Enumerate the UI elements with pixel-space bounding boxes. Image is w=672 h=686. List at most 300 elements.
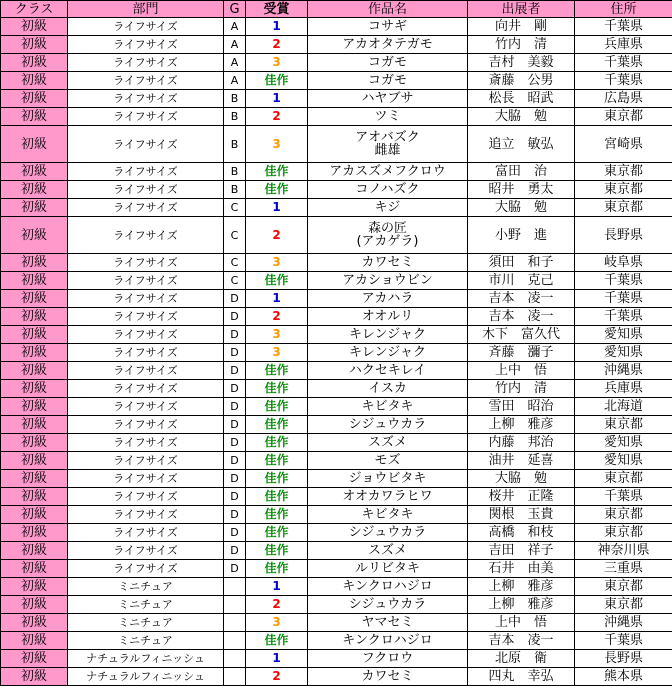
table-row bbox=[1, 181, 672, 199]
group-cell bbox=[224, 578, 246, 596]
award-label: 2 bbox=[272, 597, 280, 611]
exhibitor-cell: 石井 由美 bbox=[468, 560, 575, 578]
work-title-cell: キビタキ bbox=[308, 506, 468, 524]
group-cell: A bbox=[224, 36, 246, 54]
exhibitor-cell: 木下 富久代 bbox=[468, 326, 575, 344]
address-cell: 千葉県 bbox=[575, 72, 672, 90]
work-title-cell: ハクセキレイ bbox=[308, 362, 468, 380]
address-cell: 東京都 bbox=[575, 163, 672, 181]
class-cell: 初級 bbox=[1, 72, 68, 90]
award-label: 3 bbox=[272, 55, 280, 69]
work-title-cell: モズ bbox=[308, 452, 468, 470]
exhibitor-cell: 吉本 凌一 bbox=[468, 290, 575, 308]
group-cell: D bbox=[224, 398, 246, 416]
award-cell bbox=[246, 380, 308, 398]
award-cell bbox=[246, 506, 308, 524]
award-cell bbox=[246, 488, 308, 506]
award-label: 佳作 bbox=[264, 543, 288, 557]
award-cell bbox=[246, 254, 308, 272]
class-cell: 初級 bbox=[1, 308, 68, 326]
exhibitor-cell: 上柳 雅彦 bbox=[468, 416, 575, 434]
award-label: 3 bbox=[272, 137, 280, 151]
class-cell: 初級 bbox=[1, 542, 68, 560]
award-label: 佳作 bbox=[264, 182, 288, 196]
table-row bbox=[1, 578, 672, 596]
award-label: 1 bbox=[272, 651, 280, 665]
table-row bbox=[1, 90, 672, 108]
header-award: 受賞 bbox=[246, 1, 308, 18]
table-row bbox=[1, 217, 672, 254]
work-title-cell: コガモ bbox=[308, 54, 468, 72]
department-cell: ライフサイズ bbox=[68, 344, 224, 362]
exhibitor-cell: 小野 進 bbox=[468, 217, 575, 254]
group-cell: D bbox=[224, 542, 246, 560]
department-cell: ライフサイズ bbox=[68, 217, 224, 254]
exhibitor-cell: 松長 昭武 bbox=[468, 90, 575, 108]
department-cell: ライフサイズ bbox=[68, 560, 224, 578]
address-cell: 宮崎県 bbox=[575, 126, 672, 163]
award-cell bbox=[246, 470, 308, 488]
department-cell: ライフサイズ bbox=[68, 524, 224, 542]
award-label: 1 bbox=[272, 579, 280, 593]
header-address: 住所 bbox=[575, 1, 672, 18]
table-row bbox=[1, 344, 672, 362]
department-cell: ライフサイズ bbox=[68, 488, 224, 506]
award-label: 佳作 bbox=[264, 381, 288, 395]
table-row bbox=[1, 614, 672, 632]
address-cell: 千葉県 bbox=[575, 308, 672, 326]
work-title-cell: イスカ bbox=[308, 380, 468, 398]
class-cell: 初級 bbox=[1, 272, 68, 290]
award-cell bbox=[246, 199, 308, 217]
award-label: 佳作 bbox=[264, 164, 288, 178]
class-cell: 初級 bbox=[1, 199, 68, 217]
department-cell: ライフサイズ bbox=[68, 506, 224, 524]
award-label: 佳作 bbox=[264, 73, 288, 87]
award-label: 1 bbox=[272, 91, 280, 105]
group-cell: D bbox=[224, 506, 246, 524]
address-cell: 北海道 bbox=[575, 398, 672, 416]
award-label: 3 bbox=[272, 255, 280, 269]
work-title-cell: スズメ bbox=[308, 542, 468, 560]
group-cell: D bbox=[224, 344, 246, 362]
class-cell: 初級 bbox=[1, 90, 68, 108]
department-cell: ライフサイズ bbox=[68, 362, 224, 380]
work-title-cell: カワセミ bbox=[308, 254, 468, 272]
group-cell bbox=[224, 650, 246, 668]
group-cell: D bbox=[224, 380, 246, 398]
award-cell bbox=[246, 614, 308, 632]
department-cell: ライフサイズ bbox=[68, 290, 224, 308]
department-cell: ライフサイズ bbox=[68, 54, 224, 72]
award-label: 佳作 bbox=[264, 399, 288, 413]
class-cell: 初級 bbox=[1, 560, 68, 578]
award-label: 佳作 bbox=[264, 471, 288, 485]
table-row bbox=[1, 650, 672, 668]
header-class: クラス bbox=[1, 1, 68, 18]
award-label: 佳作 bbox=[264, 507, 288, 521]
award-label: 2 bbox=[272, 109, 280, 123]
table-row bbox=[1, 542, 672, 560]
department-cell: ミニチュア bbox=[68, 632, 224, 650]
group-cell: A bbox=[224, 18, 246, 36]
group-cell: A bbox=[224, 54, 246, 72]
table-row bbox=[1, 326, 672, 344]
exhibitor-cell: 向井 剛 bbox=[468, 18, 575, 36]
department-cell: ライフサイズ bbox=[68, 199, 224, 217]
award-label: 佳作 bbox=[264, 363, 288, 377]
department-cell: ライフサイズ bbox=[68, 452, 224, 470]
group-cell: D bbox=[224, 308, 246, 326]
address-cell: 愛知県 bbox=[575, 344, 672, 362]
group-cell: D bbox=[224, 524, 246, 542]
award-cell bbox=[246, 344, 308, 362]
award-cell bbox=[246, 181, 308, 199]
group-cell: C bbox=[224, 217, 246, 254]
department-cell: ライフサイズ bbox=[68, 18, 224, 36]
award-cell bbox=[246, 524, 308, 542]
award-label: 2 bbox=[272, 228, 280, 242]
work-title-cell: キレンジャク bbox=[308, 344, 468, 362]
table-row bbox=[1, 416, 672, 434]
address-cell: 沖縄県 bbox=[575, 614, 672, 632]
group-cell: D bbox=[224, 434, 246, 452]
table-row bbox=[1, 668, 672, 686]
header-row bbox=[1, 1, 672, 18]
class-cell: 初級 bbox=[1, 108, 68, 126]
award-cell bbox=[246, 272, 308, 290]
header-work-title: 作品名 bbox=[308, 1, 468, 18]
department-cell: ライフサイズ bbox=[68, 398, 224, 416]
class-cell: 初級 bbox=[1, 452, 68, 470]
award-cell bbox=[246, 542, 308, 560]
department-cell: ライフサイズ bbox=[68, 380, 224, 398]
exhibitor-cell: 北原 衛 bbox=[468, 650, 575, 668]
award-cell bbox=[246, 18, 308, 36]
department-cell: ナチュラルフィニッシュ bbox=[68, 650, 224, 668]
table-row bbox=[1, 308, 672, 326]
group-cell: B bbox=[224, 163, 246, 181]
award-cell bbox=[246, 434, 308, 452]
award-label: 1 bbox=[272, 200, 280, 214]
work-title-cell: キビタキ bbox=[308, 398, 468, 416]
work-title-cell: キジ bbox=[308, 199, 468, 217]
table-row bbox=[1, 199, 672, 217]
group-cell bbox=[224, 668, 246, 686]
award-cell bbox=[246, 596, 308, 614]
address-cell: 千葉県 bbox=[575, 488, 672, 506]
table-row bbox=[1, 632, 672, 650]
group-cell: D bbox=[224, 416, 246, 434]
exhibitor-cell: 四丸 幸弘 bbox=[468, 668, 575, 686]
address-cell: 愛知県 bbox=[575, 434, 672, 452]
table-row bbox=[1, 272, 672, 290]
table-row bbox=[1, 434, 672, 452]
department-cell: ナチュラルフィニッシュ bbox=[68, 668, 224, 686]
award-cell bbox=[246, 163, 308, 181]
work-title-cell: アカハラ bbox=[308, 290, 468, 308]
exhibitor-cell: 吉村 美毅 bbox=[468, 54, 575, 72]
address-cell: 愛知県 bbox=[575, 452, 672, 470]
table-row bbox=[1, 398, 672, 416]
work-title-cell: オオルリ bbox=[308, 308, 468, 326]
award-cell bbox=[246, 72, 308, 90]
address-cell: 愛知県 bbox=[575, 326, 672, 344]
group-cell: B bbox=[224, 181, 246, 199]
group-cell: D bbox=[224, 290, 246, 308]
award-cell bbox=[246, 416, 308, 434]
work-title-cell: アカオタテガモ bbox=[308, 36, 468, 54]
header-exhibitor: 出展者 bbox=[468, 1, 575, 18]
award-label: 佳作 bbox=[264, 633, 288, 647]
group-cell: D bbox=[224, 488, 246, 506]
address-cell: 東京都 bbox=[575, 199, 672, 217]
work-title-cell: コガモ bbox=[308, 72, 468, 90]
department-cell: ライフサイズ bbox=[68, 542, 224, 560]
group-cell: C bbox=[224, 199, 246, 217]
class-cell: 初級 bbox=[1, 181, 68, 199]
department-cell: ライフサイズ bbox=[68, 36, 224, 54]
table-row bbox=[1, 470, 672, 488]
department-cell: ライフサイズ bbox=[68, 72, 224, 90]
exhibitor-cell: 上中 悟 bbox=[468, 614, 575, 632]
award-label: 佳作 bbox=[264, 453, 288, 467]
class-cell: 初級 bbox=[1, 434, 68, 452]
exhibitor-cell: 大脇 勉 bbox=[468, 108, 575, 126]
group-cell: C bbox=[224, 272, 246, 290]
award-cell bbox=[246, 54, 308, 72]
award-cell bbox=[246, 290, 308, 308]
work-title-line: (アカゲラ) bbox=[308, 235, 467, 248]
class-cell: 初級 bbox=[1, 506, 68, 524]
work-title-cell: ツミ bbox=[308, 108, 468, 126]
class-cell: 初級 bbox=[1, 596, 68, 614]
exhibitor-cell: 斉藤 瀰子 bbox=[468, 344, 575, 362]
class-cell: 初級 bbox=[1, 290, 68, 308]
work-title-cell: カワセミ bbox=[308, 668, 468, 686]
address-cell: 長野県 bbox=[575, 650, 672, 668]
work-title-cell: キンクロハジロ bbox=[308, 632, 468, 650]
award-cell bbox=[246, 578, 308, 596]
table-row bbox=[1, 488, 672, 506]
department-cell: ミニチュア bbox=[68, 596, 224, 614]
award-cell bbox=[246, 668, 308, 686]
address-cell: 兵庫県 bbox=[575, 36, 672, 54]
award-cell bbox=[246, 362, 308, 380]
table-row bbox=[1, 72, 672, 90]
table-row bbox=[1, 36, 672, 54]
award-cell bbox=[246, 36, 308, 54]
address-cell: 長野県 bbox=[575, 217, 672, 254]
work-title-cell: アカショウビン bbox=[308, 272, 468, 290]
department-cell: ライフサイズ bbox=[68, 308, 224, 326]
exhibitor-cell: 市川 克己 bbox=[468, 272, 575, 290]
address-cell: 広島県 bbox=[575, 90, 672, 108]
award-cell bbox=[246, 126, 308, 163]
award-label: 2 bbox=[272, 37, 280, 51]
address-cell: 東京都 bbox=[575, 524, 672, 542]
department-cell: ライフサイズ bbox=[68, 416, 224, 434]
award-cell bbox=[246, 452, 308, 470]
work-title-line: 雌雄 bbox=[308, 144, 467, 157]
class-cell: 初級 bbox=[1, 344, 68, 362]
table-row bbox=[1, 126, 672, 163]
group-cell: D bbox=[224, 560, 246, 578]
table-row bbox=[1, 560, 672, 578]
work-title-cell: ジョウビタキ bbox=[308, 470, 468, 488]
table-row bbox=[1, 163, 672, 181]
table-row bbox=[1, 596, 672, 614]
class-cell: 初級 bbox=[1, 254, 68, 272]
exhibitor-cell: 斎藤 公男 bbox=[468, 72, 575, 90]
class-cell: 初級 bbox=[1, 398, 68, 416]
class-cell: 初級 bbox=[1, 18, 68, 36]
work-title-cell bbox=[308, 126, 468, 163]
group-cell: C bbox=[224, 254, 246, 272]
group-cell: A bbox=[224, 72, 246, 90]
class-cell: 初級 bbox=[1, 668, 68, 686]
exhibitor-cell: 関根 玉貴 bbox=[468, 506, 575, 524]
exhibitor-cell: 吉田 祥子 bbox=[468, 542, 575, 560]
group-cell: B bbox=[224, 90, 246, 108]
department-cell: ミニチュア bbox=[68, 578, 224, 596]
table-row bbox=[1, 18, 672, 36]
department-cell: ライフサイズ bbox=[68, 163, 224, 181]
exhibitor-cell: 内藤 邦治 bbox=[468, 434, 575, 452]
address-cell: 千葉県 bbox=[575, 18, 672, 36]
award-label: 佳作 bbox=[264, 417, 288, 431]
exhibitor-cell: 竹内 清 bbox=[468, 36, 575, 54]
class-cell: 初級 bbox=[1, 380, 68, 398]
class-cell: 初級 bbox=[1, 217, 68, 254]
work-title-cell: キンクロハジロ bbox=[308, 578, 468, 596]
award-label: 1 bbox=[272, 19, 280, 33]
award-cell bbox=[246, 326, 308, 344]
exhibitor-cell: 大脇 勉 bbox=[468, 199, 575, 217]
work-title-cell: アカスズメフクロウ bbox=[308, 163, 468, 181]
group-cell bbox=[224, 596, 246, 614]
work-title-cell: シジュウカラ bbox=[308, 416, 468, 434]
class-cell: 初級 bbox=[1, 54, 68, 72]
award-label: 佳作 bbox=[264, 525, 288, 539]
table-row bbox=[1, 54, 672, 72]
exhibitor-cell: 大脇 勉 bbox=[468, 470, 575, 488]
table-row bbox=[1, 524, 672, 542]
award-cell bbox=[246, 560, 308, 578]
award-cell bbox=[246, 398, 308, 416]
department-cell: ライフサイズ bbox=[68, 272, 224, 290]
work-title-cell: ルリビタキ bbox=[308, 560, 468, 578]
work-title-line: 森の匠 bbox=[308, 222, 467, 235]
header-department: 部門 bbox=[68, 1, 224, 18]
award-label: 2 bbox=[272, 309, 280, 323]
address-cell: 東京都 bbox=[575, 470, 672, 488]
department-cell: ライフサイズ bbox=[68, 181, 224, 199]
work-title-cell: シジュウカラ bbox=[308, 596, 468, 614]
table-row bbox=[1, 452, 672, 470]
address-cell: 神奈川県 bbox=[575, 542, 672, 560]
department-cell: ライフサイズ bbox=[68, 470, 224, 488]
exhibitor-cell: 吉本 凌一 bbox=[468, 308, 575, 326]
table-row bbox=[1, 254, 672, 272]
exhibitor-cell: 上柳 雅彦 bbox=[468, 578, 575, 596]
class-cell: 初級 bbox=[1, 650, 68, 668]
table-row bbox=[1, 108, 672, 126]
group-cell bbox=[224, 614, 246, 632]
address-cell: 兵庫県 bbox=[575, 380, 672, 398]
exhibitor-cell: 富田 治 bbox=[468, 163, 575, 181]
department-cell: ライフサイズ bbox=[68, 434, 224, 452]
award-label: 2 bbox=[272, 669, 280, 683]
award-cell bbox=[246, 90, 308, 108]
table-row bbox=[1, 290, 672, 308]
exhibitor-cell: 竹内 清 bbox=[468, 380, 575, 398]
group-cell: D bbox=[224, 470, 246, 488]
exhibitor-cell: 高橋 和枝 bbox=[468, 524, 575, 542]
work-title-cell: コノハズク bbox=[308, 181, 468, 199]
group-cell: D bbox=[224, 362, 246, 380]
department-cell: ライフサイズ bbox=[68, 108, 224, 126]
class-cell: 初級 bbox=[1, 632, 68, 650]
address-cell: 東京都 bbox=[575, 578, 672, 596]
class-cell: 初級 bbox=[1, 126, 68, 163]
address-cell: 熊本県 bbox=[575, 668, 672, 686]
address-cell: 沖縄県 bbox=[575, 362, 672, 380]
address-cell: 東京都 bbox=[575, 181, 672, 199]
table-row bbox=[1, 506, 672, 524]
award-cell bbox=[246, 650, 308, 668]
exhibitor-cell: 油井 延喜 bbox=[468, 452, 575, 470]
award-cell bbox=[246, 308, 308, 326]
address-cell: 千葉県 bbox=[575, 54, 672, 72]
work-title-cell: ヤマセミ bbox=[308, 614, 468, 632]
exhibitor-cell: 昭井 勇太 bbox=[468, 181, 575, 199]
class-cell: 初級 bbox=[1, 524, 68, 542]
award-cell bbox=[246, 217, 308, 254]
class-cell: 初級 bbox=[1, 470, 68, 488]
work-title-cell: キレンジャク bbox=[308, 326, 468, 344]
address-cell: 千葉県 bbox=[575, 290, 672, 308]
exhibitor-cell: 須田 和子 bbox=[468, 254, 575, 272]
department-cell: ライフサイズ bbox=[68, 254, 224, 272]
table-body bbox=[1, 18, 672, 686]
department-cell: ライフサイズ bbox=[68, 126, 224, 163]
award-label: 佳作 bbox=[264, 561, 288, 575]
class-cell: 初級 bbox=[1, 36, 68, 54]
department-cell: ミニチュア bbox=[68, 614, 224, 632]
award-cell bbox=[246, 632, 308, 650]
class-cell: 初級 bbox=[1, 362, 68, 380]
department-cell: ライフサイズ bbox=[68, 326, 224, 344]
class-cell: 初級 bbox=[1, 578, 68, 596]
address-cell: 東京都 bbox=[575, 108, 672, 126]
address-cell: 岐阜県 bbox=[575, 254, 672, 272]
work-title-cell: フクロウ bbox=[308, 650, 468, 668]
work-title-cell: ハヤブサ bbox=[308, 90, 468, 108]
award-label: 佳作 bbox=[264, 435, 288, 449]
class-cell: 初級 bbox=[1, 326, 68, 344]
class-cell: 初級 bbox=[1, 488, 68, 506]
exhibitor-cell: 吉本 凌一 bbox=[468, 632, 575, 650]
exhibitor-cell: 桜井 正隆 bbox=[468, 488, 575, 506]
address-cell: 千葉県 bbox=[575, 632, 672, 650]
table-row bbox=[1, 380, 672, 398]
address-cell: 千葉県 bbox=[575, 272, 672, 290]
address-cell: 東京都 bbox=[575, 506, 672, 524]
address-cell: 東京都 bbox=[575, 416, 672, 434]
table-row bbox=[1, 362, 672, 380]
work-title-line: アオバズク bbox=[308, 131, 467, 144]
